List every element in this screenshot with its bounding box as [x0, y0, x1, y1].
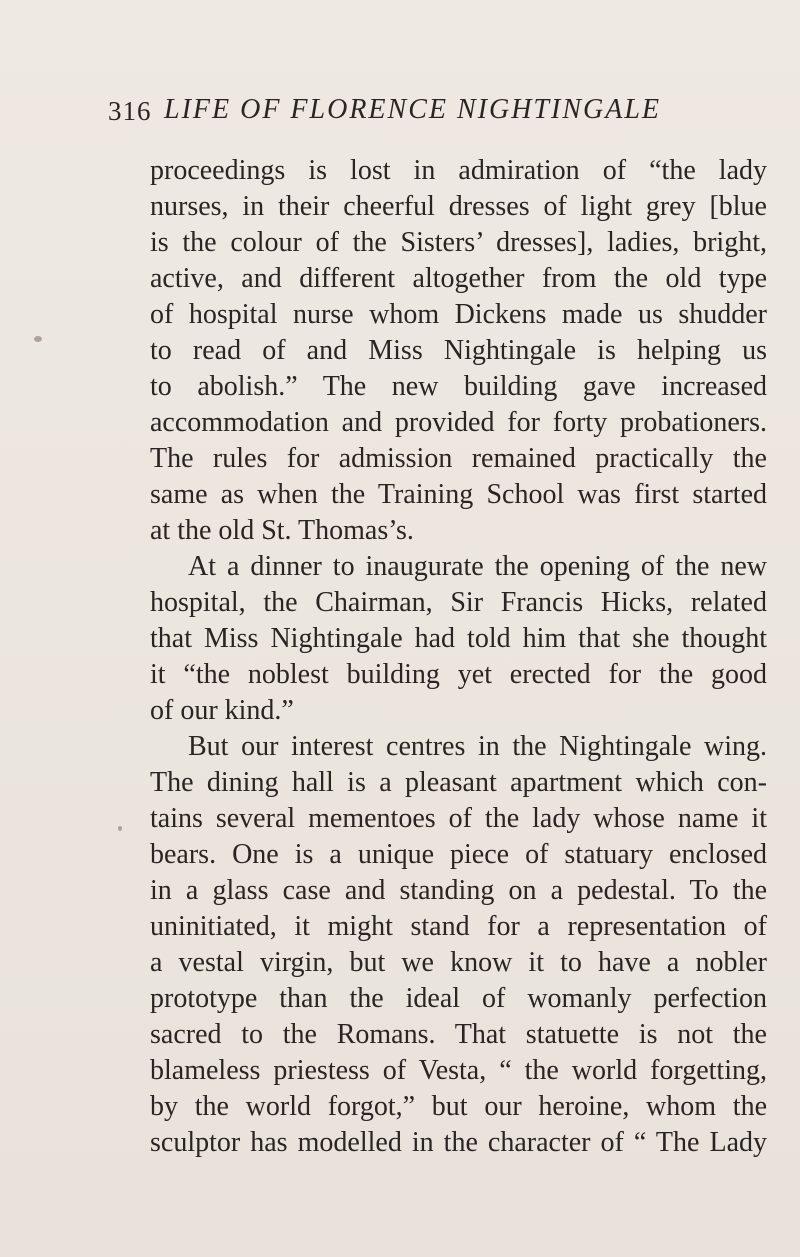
text-line: to read of and Miss Nightingale is helping us [150, 335, 767, 366]
text-line: same as when the Training School was first started [150, 479, 767, 510]
text-line: in a glass case and standing on a pedestal. To the [150, 875, 767, 906]
text-line: of our kind.” [150, 695, 294, 726]
running-head [108, 96, 768, 140]
text-line: prototype than the ideal of womanly perfection [150, 983, 767, 1014]
text-line: that Miss Nightingale had told him that she thought [150, 623, 767, 654]
text-line: proceedings is lost in admiration of “the lady [150, 155, 767, 186]
text-line: tains several mementoes of the lady whose name it [150, 803, 767, 834]
text-line: is the colour of the Sisters’ dresses], ladies, bright, [150, 227, 767, 258]
body-text [150, 152, 767, 1158]
text-line: of hospital nurse whom Dickens made us shudder [150, 299, 767, 330]
margin-speck [34, 336, 42, 342]
paragraph-first-line: But our interest centres in the Nightingale wing. [188, 731, 767, 762]
text-line: nurses, in their cheerful dresses of light grey [blue [150, 191, 767, 222]
running-title: LIFE OF FLORENCE NIGHTINGALE [164, 94, 661, 125]
text-line: by the world forgot,” but our heroine, whom the [150, 1091, 767, 1122]
page-number: 316 [108, 96, 152, 126]
margin-speck [118, 826, 122, 831]
text-line: sculptor has modelled in the character of “ The Lady [150, 1127, 767, 1158]
text-line: The rules for admission remained practically the [150, 443, 767, 474]
text-line: sacred to the Romans. That statuette is not the [150, 1019, 767, 1050]
text-line: at the old St. Thomas’s. [150, 515, 414, 546]
text-line: to abolish.” The new building gave increased [150, 371, 767, 402]
text-line: it “the noblest building yet erected for the good [150, 659, 767, 690]
text-line: blameless priestess of Vesta, “ the world forgetting, [150, 1055, 767, 1086]
text-line: accommodation and provided for forty probationers. [150, 407, 767, 438]
text-line: hospital, the Chairman, Sir Francis Hicks, related [150, 587, 767, 618]
text-line: bears. One is a unique piece of statuary enclosed [150, 839, 767, 870]
text-line: active, and different altogether from the old type [150, 263, 767, 294]
text-line: uninitiated, it might stand for a representation of [150, 911, 767, 942]
text-line: The dining hall is a pleasant apartment which con- [150, 767, 767, 798]
text-line: a vestal virgin, but we know it to have a nobler [150, 947, 767, 978]
paragraph-first-line: At a dinner to inaugurate the opening of the new [188, 551, 767, 582]
